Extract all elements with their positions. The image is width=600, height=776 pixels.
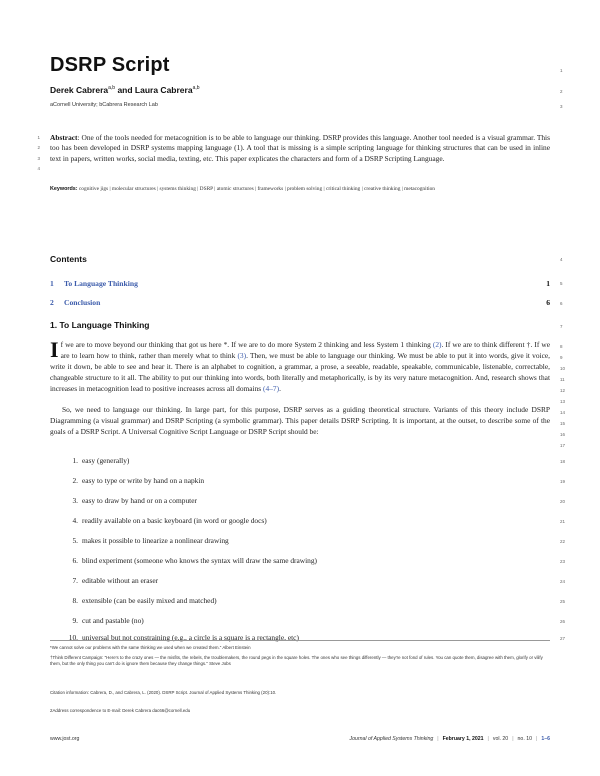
line-number: 1: [37, 135, 40, 140]
line-number: 20: [560, 499, 566, 504]
footer-separator: |: [512, 736, 514, 742]
list-number: 1.: [72, 456, 78, 465]
line-number: 21: [560, 519, 566, 524]
footnote-rule: [50, 640, 550, 641]
page-range: 1–6: [541, 736, 550, 742]
line-number: 9: [560, 355, 563, 360]
drop-cap: I: [50, 337, 59, 362]
body-paragraph: [50, 337, 551, 395]
issue-number: no. 10: [517, 736, 532, 742]
line-number: 19: [560, 479, 566, 484]
author-affil-sup: a,b: [192, 85, 200, 92]
abstract-text: : One of the tools needed for metacognition is to be able to language our thinking. DSRP provides this language. Another tool needed is a visual grammar. This too has been developed in DSRP systems mapping language (1). A tool that is missing is a simple scripting language for thinking structures that can be used in inline text in papers, written works, social media, texting, etc. This paper explicates the characters and form of a DSRP Scripting Language.: [50, 133, 550, 163]
line-number: 22: [560, 539, 566, 544]
contents-heading: Contents: [50, 254, 87, 264]
list-text: makes it possible to linearize a nonlinear drawing: [82, 536, 229, 545]
list-text: easy to draw by hand or on a computer: [82, 496, 197, 505]
line-number: 10: [560, 366, 566, 371]
line-number: 12: [560, 388, 566, 393]
list-text: editable without an eraser: [82, 576, 159, 585]
running-footer: [350, 736, 551, 742]
line-number: 25: [560, 599, 566, 604]
list-number: 10.: [68, 633, 78, 642]
abstract: [50, 133, 550, 164]
list-number: 7.: [72, 576, 78, 585]
toc-entry[interactable]: [50, 279, 550, 288]
publish-date: February 1, 2021: [442, 736, 484, 742]
list-number: 6.: [72, 556, 78, 565]
line-number: 23: [560, 559, 566, 564]
list-item: [62, 456, 129, 465]
line-number: 11: [560, 377, 565, 382]
toc-number: 2: [50, 298, 54, 307]
line-number: 16: [560, 432, 566, 437]
footnote: *We cannot solve our problems with the same thinking we used when we created them." Albert Einstein: [50, 645, 251, 650]
line-number: 4: [37, 166, 40, 171]
author-name: Laura Cabrera: [134, 85, 193, 95]
line-number: 3: [37, 156, 40, 161]
citation-info: Citation information: Cabrera, D., and Cabrera, L. (2020). DSRP Script. Journal of Applied Systems Thinking (20):10.: [50, 690, 277, 695]
list-item: [62, 536, 229, 545]
line-number: 5: [560, 281, 563, 286]
line-number: 26: [560, 619, 566, 624]
citation-link[interactable]: (4–7): [263, 383, 280, 393]
body-paragraph: [50, 405, 550, 438]
line-number: 18: [560, 459, 566, 464]
list-text: easy to type or write by hand on a napkin: [82, 476, 205, 485]
list-number: 3.: [72, 496, 78, 505]
list-number: 5.: [72, 536, 78, 545]
paper-title: DSRP Script: [50, 54, 170, 76]
line-number: 14: [560, 410, 566, 415]
line-number: 13: [560, 399, 566, 404]
author-affil-sup: a,b: [108, 85, 116, 92]
line-number: 7: [560, 324, 563, 329]
list-item: [62, 596, 217, 605]
line-number: 3: [560, 104, 563, 109]
line-number: 15: [560, 421, 566, 426]
footer-separator: |: [437, 736, 439, 742]
author-list: [50, 85, 200, 95]
line-number: 27: [560, 636, 566, 641]
line-number: 1: [560, 68, 563, 73]
body-text: . If we are to think different †. If we are to learn how to think, rather than merely what to think: [60, 340, 550, 360]
toc-page: 1: [546, 279, 550, 288]
footer-separator: |: [535, 736, 538, 742]
list-item: [62, 496, 197, 505]
toc-label[interactable]: To Language Thinking: [64, 279, 138, 288]
author-name: Derek Cabrera: [50, 85, 109, 95]
list-number: 2.: [72, 476, 78, 485]
footnote: †Think Different Campaign: "Here's to the crazy ones — the misfits, the rebels, the troublemakers, the round pegs in the square holes. The ones who see things differently — they're not fond of rules. You can quote them, disagree with them, glorify or vilify them, but the only thing you can't do is ignore them because they change things." Steve Jobs: [50, 655, 543, 667]
list-item: [62, 616, 144, 625]
line-number: 2: [560, 89, 563, 94]
list-text: readily available on a basic keyboard (in word or google docs): [82, 516, 267, 525]
line-number: 4: [560, 257, 563, 262]
list-item: [62, 516, 267, 525]
footer-separator: |: [487, 736, 489, 742]
line-number: 2: [37, 145, 40, 150]
list-text: easy (generally): [82, 456, 130, 465]
body-text: f we are to move beyond our thinking that got us here *. If we are to do more System 2 thinking and less System 1 thinking: [60, 340, 433, 349]
list-number: 9.: [72, 616, 78, 625]
abstract-label: Abstract: [50, 133, 78, 142]
toc-number: 1: [50, 279, 54, 288]
affiliations: aCornell University; bCabrera Research Lab: [50, 102, 158, 108]
citation-link[interactable]: (2): [432, 340, 442, 349]
toc-page: 6: [546, 298, 550, 307]
body-text: So, we need to language our thinking. In large part, for this purpose, DSRP serves as a guiding theoretical structure. Variants of this theory include DSRP Diagramming (a visual grammar) and DSRP Scripting (a symbolic grammar). This paper details DSRP Scripting. It is important, at the outset, to describe some of the goals of a DSRP Script. A Universal Cognitive Script Language or DSRP Script should be:: [50, 405, 550, 436]
keywords: [50, 185, 550, 193]
list-item: [62, 476, 204, 485]
journal-name: Journal of Applied Systems Thinking: [349, 736, 434, 742]
author-and: and: [115, 85, 135, 95]
volume: vol. 20: [492, 736, 509, 742]
body-text: .: [279, 383, 281, 393]
journal-site[interactable]: www.jost.org: [50, 736, 80, 742]
toc-entry[interactable]: [50, 298, 550, 307]
toc-label[interactable]: Conclusion: [64, 298, 101, 307]
list-text: universal but not constraining (e.g., a circle is a square is a rectangle, etc): [82, 633, 299, 642]
citation-link[interactable]: (3): [237, 350, 247, 360]
list-item: [62, 576, 158, 585]
list-text: blind experiment (someone who knows the syntax will draw the same drawing): [82, 556, 318, 565]
body-text: . Then, we must be able to language our thinking. We must be able to put it into words, give it voice, write it down, be able to see and hear it. There is an alphabet to cognition, a grammar, a prose, a seeable, readable, speakable, communicable, listenable, correctable, changeable structure to it all. The ability to put our thinking into words, both literally and metaphorically, is by its very nature metacognition. And, research shows that increases in metacognition lead to positive increases across all domains: [50, 350, 551, 393]
keywords-text: cognitive jigs | molecular structures | systems thinking | DSRP | atomic structures | frameworks | problem solving | critical thinking | creative thinking | metacognition: [77, 186, 436, 192]
section-heading: 1. To Language Thinking: [50, 320, 150, 330]
line-number: 24: [560, 579, 566, 584]
line-number: 8: [560, 344, 563, 349]
keywords-label: Keywords:: [50, 186, 78, 192]
line-number: 6: [560, 301, 563, 306]
list-number: 8.: [72, 596, 78, 605]
list-text: cut and pastable (no): [82, 616, 144, 625]
correspondence: 2Address correspondence to E-mail: Derek Cabrera dac66@cornell.edu: [50, 708, 191, 713]
list-item: [62, 556, 317, 565]
line-number: 17: [560, 443, 566, 448]
list-text: extensible (can be easily mixed and matched): [82, 596, 217, 605]
list-number: 4.: [72, 516, 78, 525]
